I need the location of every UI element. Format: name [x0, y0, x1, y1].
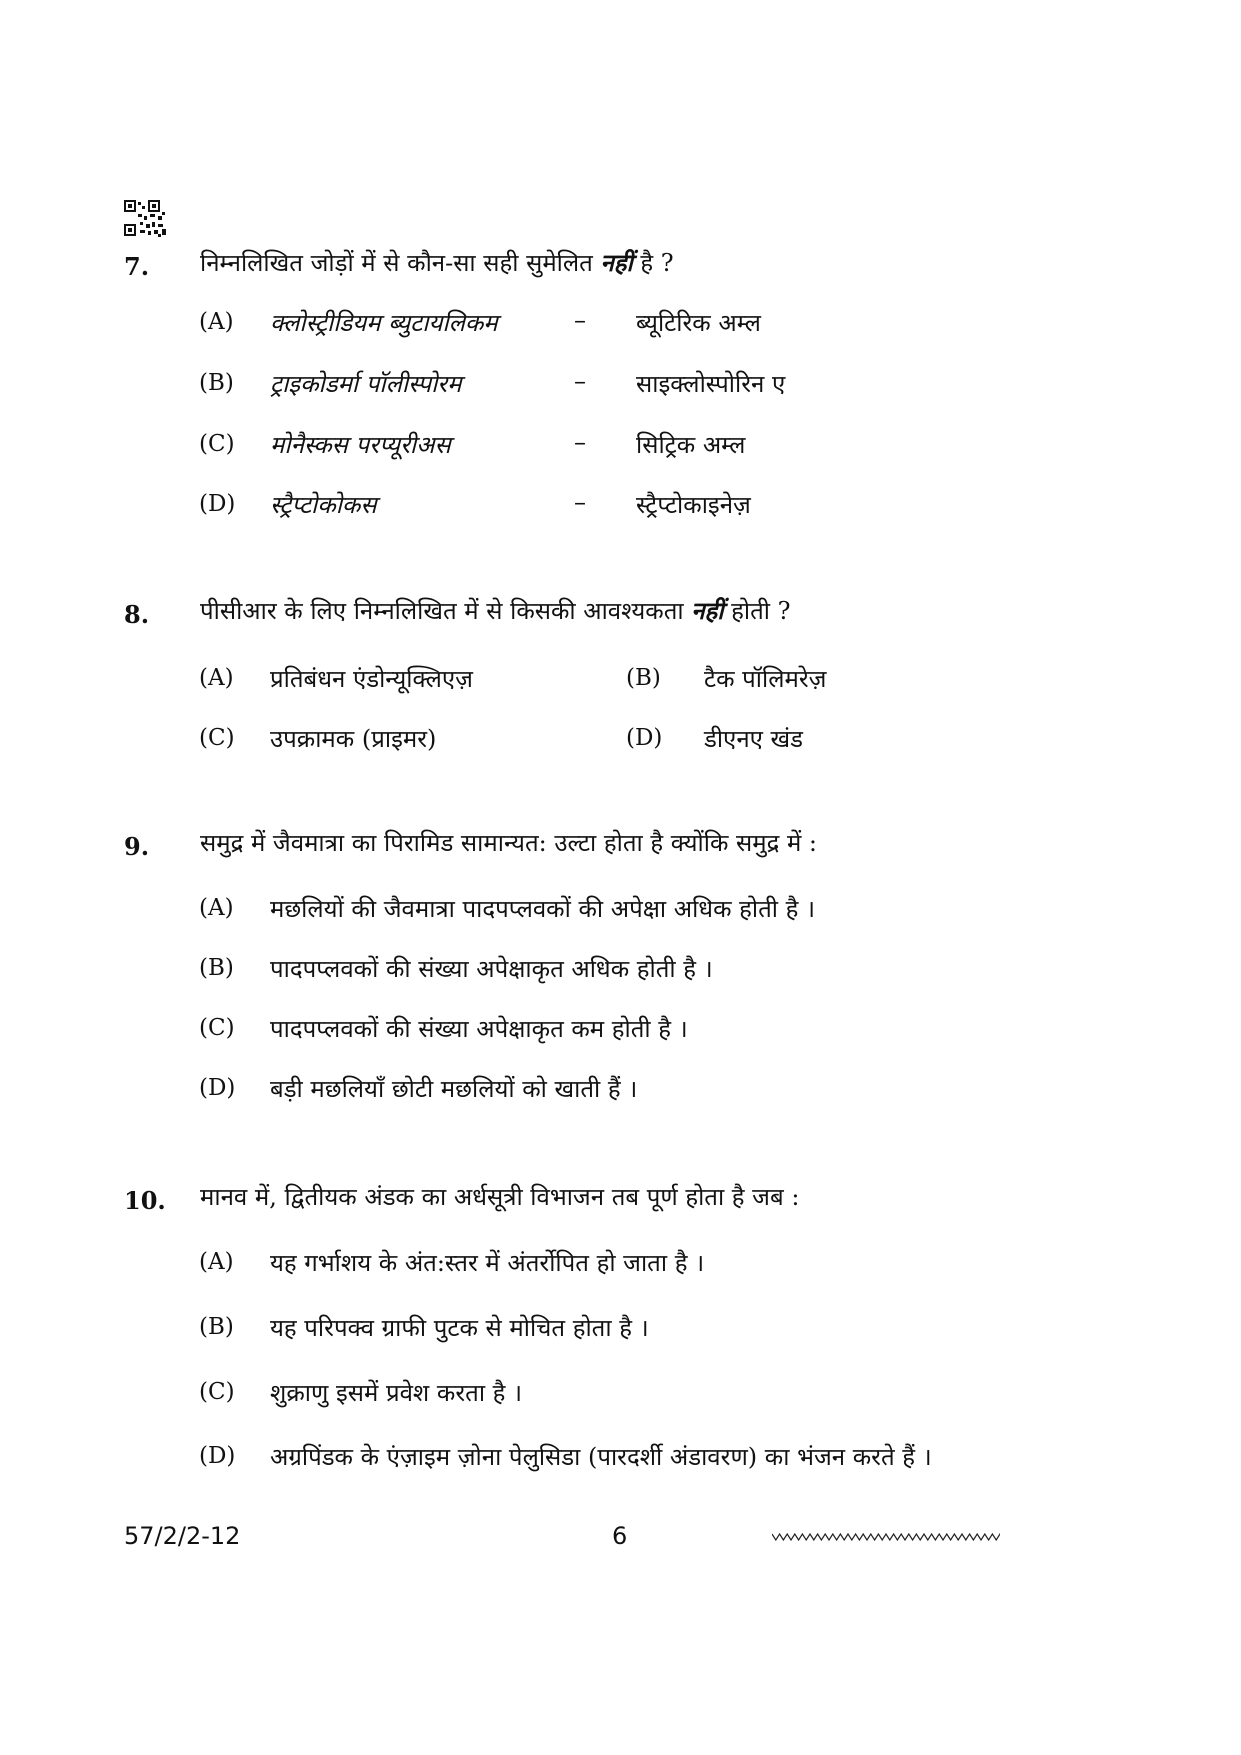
option-dash: –: [574, 488, 586, 516]
option-product: सिट्रिक अम्ल: [636, 431, 746, 459]
negation-word: नहीं: [600, 248, 633, 277]
option-organism: स्ट्रैप्टोकोकस: [270, 491, 377, 519]
negation-word: नहीं: [691, 596, 724, 625]
option-organism: मोनैस्कस परप्यूरीअस: [270, 431, 451, 459]
option-label: (B): [199, 370, 234, 396]
option-label: (A): [199, 1249, 234, 1275]
paper-code: 57/2/2-12: [124, 1522, 241, 1550]
question-text: मानव में, द्वितीयक अंडक का अर्धसूत्री विभाजन तब पूर्ण होता है जब :: [200, 1183, 800, 1211]
option-label: (B): [626, 665, 661, 691]
question-text-part: होती ?: [723, 597, 791, 625]
option-organism: ट्राइकोडर्मा पॉलीस्पोरम: [270, 370, 462, 398]
page-number: 6: [612, 1522, 628, 1550]
question-text: [200, 594, 791, 627]
question-text-part: निम्नलिखित जोड़ों में से कौन-सा सही सुमेलित: [200, 249, 601, 277]
option-label: (D): [199, 1075, 236, 1101]
option-label: (C): [199, 725, 235, 751]
question-number: 10.: [124, 1186, 166, 1215]
option-text: पादपप्लवकों की संख्या अपेक्षाकृत कम होती है ।: [270, 1015, 688, 1043]
option-dash: –: [574, 367, 586, 395]
option-label: (A): [199, 665, 234, 691]
question-text-part: है ?: [632, 249, 674, 277]
option-text: मछलियों की जैवमात्रा पादपप्लवकों की अपेक्षा अधिक होती है ।: [270, 895, 816, 923]
option-text: बड़ी मछलियाँ छोटी मछलियों को खाती हैं ।: [270, 1075, 638, 1103]
option-label: (D): [199, 1443, 236, 1469]
option-text: पादपप्लवकों की संख्या अपेक्षाकृत अधिक होती है ।: [270, 955, 713, 983]
option-label: (A): [199, 895, 234, 921]
option-product: स्ट्रैप्टोकाइनेज़: [636, 491, 751, 519]
option-text: यह परिपक्व ग्राफी पुटक से मोचित होता है ।: [270, 1314, 649, 1342]
wavy-line-decoration: [772, 1530, 1000, 1544]
option-label: (A): [199, 309, 234, 335]
question-number: 8.: [124, 600, 150, 629]
option-dash: –: [574, 428, 586, 456]
option-text: यह गर्भाशय के अंत:स्तर में अंतर्रोपित हो जाता है ।: [270, 1249, 705, 1277]
question-text: समुद्र में जैवमात्रा का पिरामिड सामान्यत: उल्टा होता है क्योंकि समुद्र में :: [200, 829, 818, 857]
option-label: (B): [199, 1314, 234, 1340]
question-number: 9.: [124, 832, 150, 861]
question-text-part: पीसीआर के लिए निम्नलिखित में से किसकी आवश्यकता: [200, 597, 692, 625]
option-text: प्रतिबंधन एंडोन्यूक्लिएज़: [270, 665, 473, 693]
option-organism: क्लोस्ट्रीडियम ब्युटायलिकम: [270, 309, 498, 337]
option-text: अग्रपिंडक के एंज़ाइम ज़ोना पेलुसिडा (पारदर्शी अंडावरण) का भंजन करते हैं ।: [270, 1443, 932, 1471]
question-number: 7.: [124, 252, 150, 281]
option-label: (C): [199, 1379, 235, 1405]
option-label: (B): [199, 955, 234, 981]
option-text: शुक्राणु इसमें प्रवेश करता है ।: [270, 1379, 523, 1407]
option-label: (D): [626, 725, 663, 751]
qr-code-icon: [124, 200, 168, 238]
option-product: साइक्लोस्पोरिन ए: [636, 370, 786, 398]
option-label: (C): [199, 431, 235, 457]
option-text: टैक पॉलिमरेज़: [704, 665, 827, 693]
option-label: (C): [199, 1015, 235, 1041]
option-text: उपक्रामक (प्राइमर): [270, 725, 437, 753]
option-text: डीएनए खंड: [704, 725, 804, 753]
option-product: ब्यूटिरिक अम्ल: [636, 309, 761, 337]
option-label: (D): [199, 491, 236, 517]
question-text: [200, 246, 674, 279]
option-dash: –: [574, 306, 586, 334]
